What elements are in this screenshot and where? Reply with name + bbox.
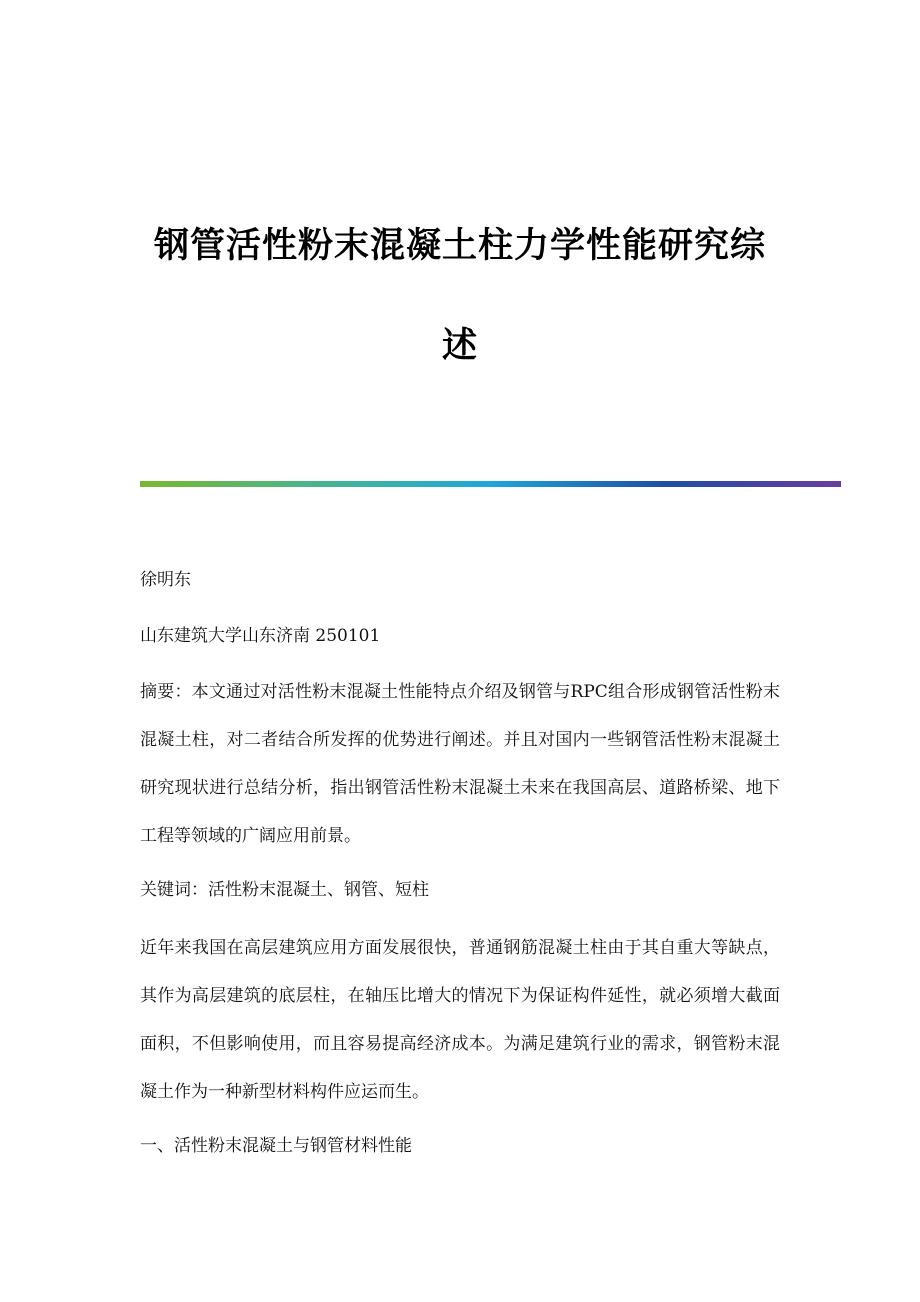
- section-heading: 一、活性粉末混凝土与钢管材料性能: [140, 1136, 412, 1156]
- keywords-line: 关键词：活性粉末混凝土、钢管、短柱: [140, 880, 429, 900]
- body-paragraph: 近年来我国在高层建筑应用方面发展很快，普通钢筋混凝土柱由于其自重大等缺点，其作为高层建筑的底层柱，在轴压比增大的情况下为保证构件延性，就必须增大截面面积，不但影响使用，而且容易提高经济成本。为满足建筑行业的需求，钢管粉末混凝土作为一种新型材料构件应运而生。: [140, 938, 780, 1102]
- document-title-line-2: 述: [441, 326, 478, 366]
- author-name: 徐明东: [140, 570, 191, 590]
- document-title-line-1: 钢管活性粉末混凝土柱力学性能研究综: [153, 226, 766, 266]
- gradient-divider: [140, 481, 841, 487]
- abstract-paragraph: 摘要：本文通过对活性粉末混凝土性能特点介绍及钢管与RPC组合形成钢管活性粉末混凝土柱，对二者结合所发挥的优势进行阐述。并且对国内一些钢管活性粉末混凝土研究现状进行总结分析，指出钢管活性粉末混凝土未来在我国高层、道路桥梁、地下工程等领域的广阔应用前景。: [140, 682, 780, 846]
- author-affiliation: 山东建筑大学山东济南 250101: [140, 626, 381, 646]
